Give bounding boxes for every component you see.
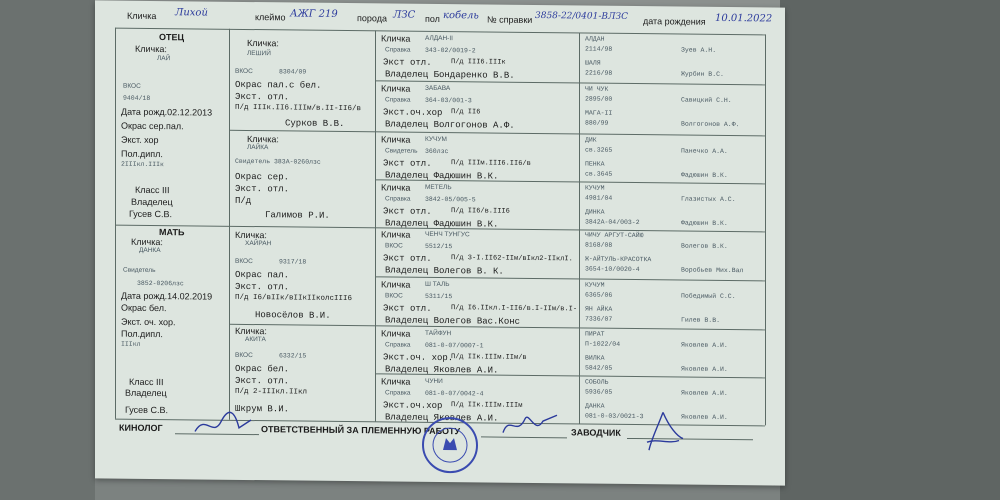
background-right: [780, 0, 1000, 500]
gp-reg: 9317/18: [279, 258, 307, 266]
ggp-name: МЕТЕЛЬ: [425, 183, 452, 192]
mother-owner: Гусев С.В.: [125, 404, 168, 416]
gp-pd: П/д: [235, 195, 252, 207]
dob-value: 10.01.2022: [715, 12, 773, 25]
g4-name: ЯН АЙКА: [585, 305, 613, 313]
mother-owner-label: Владелец: [125, 387, 167, 399]
background-left: [0, 0, 95, 500]
g4-reg: 2114/98: [585, 45, 613, 53]
ggp-sp-label: Справка: [385, 46, 411, 54]
ggp-sp-label: ВКОС: [385, 292, 403, 300]
mother-klass: Класс III: [129, 376, 164, 388]
ggp-klichka-label: Кличка: [381, 182, 411, 193]
gp-reg: 8304/09: [279, 68, 307, 76]
kinolog-signature: [191, 407, 261, 442]
g4-owner: Фадюшин В.К.: [681, 219, 728, 228]
ggp-sp: 343-02/0019-2: [425, 46, 476, 55]
gp-name: ХАЙРАН: [245, 239, 272, 248]
g4-name: КУЧУМ: [585, 184, 605, 192]
ggp-ekst: Экст.оч.хор: [383, 107, 443, 119]
ggp-name: ЧЕНЧ ТУНГУС: [425, 230, 470, 239]
ggp-pd: П/д III6.IIIк: [451, 58, 506, 67]
g4-name: ДИК: [585, 136, 597, 144]
ggp-name: Ш ТАЛЬ: [425, 280, 450, 289]
g4-owner: Глазистых А.С.: [681, 195, 736, 204]
g4-reg: 7336/07: [585, 315, 613, 323]
g4-name: ЧИ ЧУК: [585, 85, 609, 93]
gp-vkos: ВКОС: [235, 257, 253, 266]
ggp-owner: Владелец Яковлев А.И.: [385, 364, 499, 376]
father-diplomas: 2IIIкл.IIIк: [121, 160, 164, 169]
gp-name: ЛАЙКА: [247, 143, 269, 152]
g4-reg: 4981/04: [585, 194, 613, 202]
father-dob: Дата рожд.02.12.2013: [121, 106, 213, 118]
ggp-owner: Владелец Волегов В. К.: [385, 265, 504, 277]
father-name: ЛАЙ: [157, 55, 171, 63]
grid-line: [765, 34, 766, 425]
kleimo-value: АЖГ 219: [290, 8, 338, 20]
gp-owner: Новосёлов В.И.: [255, 310, 331, 321]
father-color: Окрас сер.пал.: [121, 120, 184, 132]
ggp-sp-label: Справка: [385, 96, 411, 104]
g4-reg: 880/99: [585, 119, 609, 127]
gp-color: Окрас бел.: [235, 363, 290, 375]
father-owner-label: Владелец: [131, 196, 173, 208]
father-ekst: Экст. хор: [121, 134, 159, 146]
g4-name: ЧИЧУ АРГУТ-САЙЮ: [585, 231, 644, 240]
g4-reg: П-1022/04: [585, 340, 621, 348]
ggp-owner: Владелец Фадюшин В.К.: [385, 218, 499, 230]
dog-name: Лихой: [175, 7, 208, 19]
g4-owner: Фадюшин В.К.: [681, 171, 728, 180]
gp-ekst: Экст. отл.: [235, 183, 290, 195]
dob-label: дата рождения: [643, 16, 706, 27]
grid-line: [229, 29, 230, 420]
g4-owner: Волегов В.К.: [681, 242, 728, 251]
ggp-ekst: Экст.оч.хор: [383, 400, 443, 412]
ggp-ekst: Экст.оч. хор.: [383, 352, 454, 364]
poroda-label: порода: [357, 13, 387, 24]
gp-reg: 6332/15: [279, 352, 307, 360]
father-owner: Гусев С.В.: [129, 208, 172, 220]
ggp-sp: 5311/15: [425, 292, 453, 301]
mother-pol-dipl: Пол.дипл.: [121, 328, 163, 340]
ggp-owner: Владелец Яковлев А.И.: [385, 412, 499, 424]
father-title: ОТЕЦ: [159, 32, 185, 43]
gp-klichka-label: Кличка:: [247, 133, 279, 145]
g4-name: ПЕНКА: [585, 160, 605, 168]
gp-color: Окрас пал.с бел.: [235, 79, 322, 91]
mother-diplomas: IIIкл: [121, 340, 141, 348]
g4-name: ДИНКА: [585, 208, 605, 216]
ggp-pd: П/д I6.IIкл.I-II6/в.I-IIм/в.I-: [451, 304, 578, 314]
ggp-owner: Владелец Фадюшин В.К.: [385, 170, 499, 182]
g4-owner: Волгогонов А.Ф.: [681, 120, 740, 129]
g4-name: КУЧУМ: [585, 281, 605, 289]
grid-line: [579, 32, 580, 423]
g4-reg: 3842А-04/003-2: [585, 218, 640, 227]
g4-name: ДАНКА: [585, 402, 605, 410]
ggp-name: ЧУНИ: [425, 377, 443, 386]
g4-reg: 5842/05: [585, 364, 613, 372]
mother-ekst: Экст. оч. хор.: [121, 316, 176, 328]
ggp-sp: 364-03/001-3: [425, 96, 472, 105]
gp-ekst: Экст. отл.: [235, 281, 290, 293]
poroda-value: ЛЗС: [393, 9, 416, 21]
g4-owner: Панечко А.А.: [681, 147, 728, 156]
g4-owner: Яковлев А.И.: [681, 389, 728, 398]
g4-owner: Зуев А.Н.: [681, 46, 717, 54]
ggp-pd: П/д 3-I.II62-IIм/вIкл2-IIклI.: [451, 254, 573, 264]
g4-owner: Яковлев А.И.: [681, 365, 728, 374]
g4-owner: Яковлев А.И.: [681, 413, 728, 422]
gp-vkos: ВКОС: [235, 351, 253, 360]
spravka-label: № справки: [487, 14, 533, 25]
grid-line: [375, 30, 376, 421]
gp-ekst: Экст. отл.: [235, 375, 290, 387]
gp-name: ЛЕШИЙ: [247, 49, 271, 58]
ggp-sp-label: Справка: [385, 341, 411, 349]
ggp-sp-label: ВКОС: [385, 242, 403, 250]
grid-line: [115, 28, 116, 419]
gp-klichka-label: Кличка:: [235, 325, 267, 337]
ggp-ekst: Экст отл.: [383, 206, 432, 217]
responsible-label: ОТВЕТСТВЕННЫЙ ЗА ПЛЕМЕННУЮ РАБОТУ: [261, 424, 461, 437]
g4-reg: 8168/08: [585, 241, 613, 249]
ggp-sp: 081-0-07/0042-4: [425, 389, 484, 398]
g4-name: ВИЛКА: [585, 354, 605, 362]
gp-pd: П/д 2-IIIкл.IIкл: [235, 387, 308, 397]
g4-reg: 2216/98: [585, 69, 613, 77]
spravka-value: 3858-22/0401-ВЛЗС: [535, 10, 628, 22]
ggp-ekst: Экст отл.: [383, 253, 432, 264]
mother-name: ДАНКА: [139, 246, 161, 255]
ggp-sp-label: Справка: [385, 195, 411, 203]
gp-name: АКИТА: [245, 335, 266, 344]
gp-color: Окрас сер.: [235, 171, 290, 183]
g4-owner: Воробьев Мих.Вал: [681, 266, 744, 275]
ggp-sp-label: Свидетель: [385, 147, 418, 155]
g4-owner: Гилев В.В.: [681, 316, 721, 324]
ggp-klichka-label: Кличка: [381, 328, 411, 339]
father-pol-dipl: Пол.дипл.: [121, 148, 163, 160]
ggp-name: АЛДАН-II: [425, 34, 453, 43]
round-stamp: [421, 416, 479, 475]
g4-owner: Журбин В.С.: [681, 70, 724, 78]
ggp-sp: 081-0-07/0007-1: [425, 341, 484, 350]
mother-title: МАТЬ: [159, 227, 185, 238]
g4-owner: Победимый С.С.: [681, 292, 736, 301]
kleimo-label: клеймо: [255, 12, 286, 23]
father-reg: 9404/18: [123, 94, 151, 102]
ggp-sp: 360лзс: [425, 147, 449, 156]
ggp-owner: Владелец Бондаренко В.В.: [385, 69, 515, 81]
ggp-sp: 3842-05/005-5: [425, 195, 476, 204]
gp-pd: П/д I6/вIIк/вIIкIIколсIII6: [235, 293, 353, 304]
g4-name: ПИРАТ: [585, 330, 605, 338]
g4-reg: 081-0-03/0021-3: [585, 412, 644, 421]
mother-dob: Дата рожд.14.02.2019: [121, 290, 213, 302]
ggp-pd: П/д IIк.IIIм.IIм/в: [451, 353, 527, 362]
kinolog-label: КИНОЛОГ: [119, 422, 163, 434]
ggp-name: КУЧУМ: [425, 135, 447, 144]
breeder-signature: [639, 408, 689, 455]
gp-pd: П/д IIIк.II6.IIIм/в.II-II6/в: [235, 103, 362, 114]
g4-name: Ж-АЙТУЛЬ-КРАСОТКА: [585, 255, 652, 264]
g4-owner: Яковлев А.И.: [681, 341, 728, 350]
g4-reg: св.3265: [585, 146, 613, 154]
ggp-sp: 5512/15: [425, 242, 453, 251]
ggp-ekst: Экст отл.: [383, 303, 432, 314]
ggp-klichka-label: Кличка: [381, 376, 411, 387]
ggp-owner: Владелец Волгогонов А.Ф.: [385, 119, 515, 131]
gp-ekst: Экст. отл.: [235, 91, 290, 103]
g4-name: АЛДАН: [585, 35, 605, 43]
gp-owner: Галимов Р.И.: [265, 210, 330, 221]
responsible-signature: [499, 407, 569, 444]
ggp-pd: П/д II6: [451, 108, 481, 117]
mother-klichka-label: Кличка:: [131, 236, 163, 248]
ggp-name: ТАЙФУН: [425, 329, 452, 338]
gp-owner: Шкрум В.И.: [235, 403, 290, 415]
father-klass: Класс III: [135, 184, 170, 196]
mother-color: Окрас бел.: [121, 302, 167, 314]
ggp-name: ЗАБАВА: [425, 84, 451, 93]
ggp-sp-label: Справка: [385, 389, 411, 397]
ggp-ekst: Экст отл.: [383, 57, 432, 68]
gp-cert: Свидетель 383А-0260лзс: [235, 157, 321, 166]
g4-reg: 5936/05: [585, 388, 613, 396]
father-vkos: ВКОС: [123, 82, 141, 90]
ggp-ekst: Экст отл.: [383, 158, 432, 169]
ggp-klichka-label: Кличка: [381, 279, 411, 290]
g4-name: СОБОЛЬ: [585, 378, 609, 386]
gp-color: Окрас пал.: [235, 269, 290, 281]
ggp-klichka-label: Кличка: [381, 33, 411, 44]
klichka-label: Кличка: [127, 10, 157, 22]
g4-reg: 6365/06: [585, 291, 613, 299]
gp-owner: Сурков В.В.: [285, 118, 345, 129]
g4-reg: 3654-10/0020-4: [585, 265, 640, 274]
gp-vkos: ВКОС: [235, 67, 253, 76]
mother-cert-label: Свидетель: [123, 266, 156, 275]
pol-value: кобель: [443, 10, 479, 22]
ggp-owner: Владелец Волегов Вас.Конс: [385, 315, 521, 327]
g4-reg: св.3645: [585, 170, 613, 178]
g4-name: ШАЛЯ: [585, 59, 601, 67]
grid-line: [229, 130, 765, 137]
ggp-pd: П/д IIк.IIIм.IIIм: [451, 401, 523, 410]
gp-klichka-label: Кличка:: [235, 229, 267, 241]
g4-reg: 2895/00: [585, 95, 613, 103]
mother-reg: 3852-0206лзс: [137, 279, 184, 288]
ggp-pd: П/д IIIм.III6.II6/в: [451, 159, 531, 168]
gp-klichka-label: Кличка:: [247, 37, 279, 49]
g4-name: МАГА-II: [585, 109, 613, 117]
ggp-klichka-label: Кличка: [381, 134, 411, 145]
pedigree-document: [95, 0, 785, 485]
ggp-pd: П/д II6/в.III6: [451, 207, 510, 216]
g4-owner: Савицкий С.Н.: [681, 96, 732, 105]
breeder-label: ЗАВОДЧИК: [571, 427, 621, 438]
pol-label: пол: [425, 13, 440, 24]
ggp-klichka-label: Кличка: [381, 229, 411, 240]
father-klichka-label: Кличка:: [135, 43, 167, 55]
ggp-klichka-label: Кличка: [381, 83, 411, 94]
